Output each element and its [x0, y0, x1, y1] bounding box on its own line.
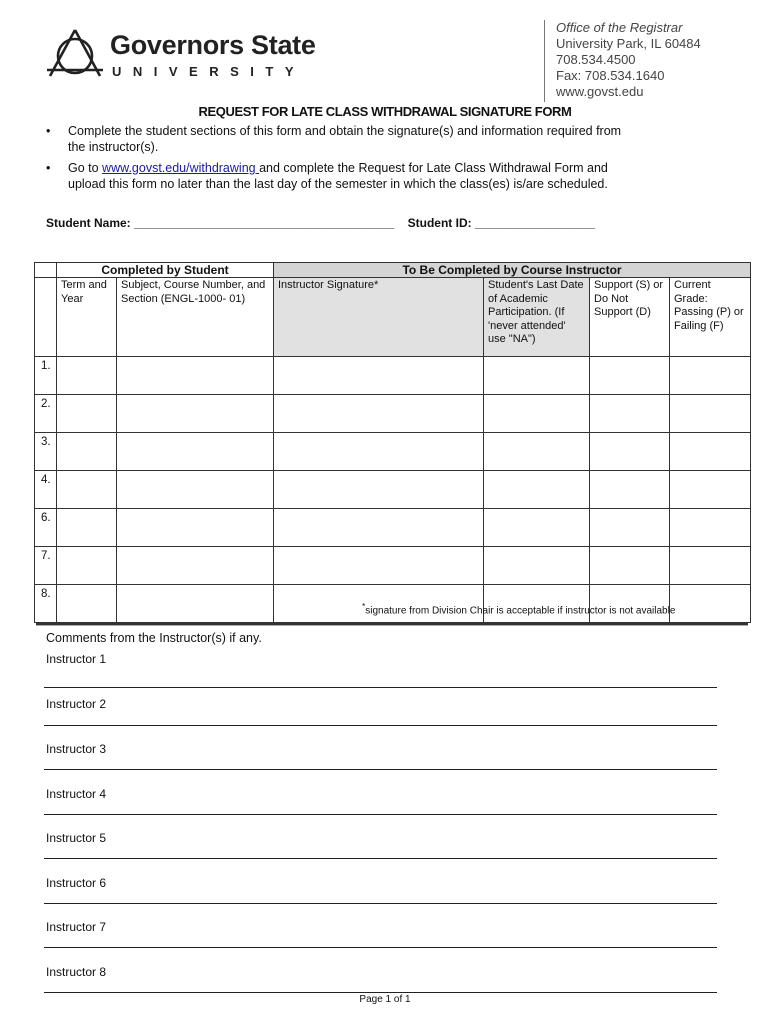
signature-cell[interactable]	[274, 547, 484, 585]
brand-name: Governors State	[110, 30, 316, 60]
term-cell[interactable]	[57, 585, 117, 623]
signature-cell[interactable]	[274, 471, 484, 509]
signature-cell[interactable]	[274, 357, 484, 395]
subject-cell[interactable]	[117, 509, 274, 547]
support-cell[interactable]	[590, 395, 670, 433]
grade-cell[interactable]	[670, 585, 751, 623]
registrar-fax: Fax: 708.534.1640	[556, 68, 665, 83]
col-current-grade: Current Grade: Passing (P) or Failing (F)	[670, 278, 751, 357]
instructor-label: Instructor 6	[46, 876, 107, 890]
support-cell[interactable]	[590, 357, 670, 395]
row-number: 7.	[35, 547, 57, 585]
row-number: 2.	[35, 395, 57, 433]
grade-cell[interactable]	[670, 395, 751, 433]
instructor-comment-line[interactable]	[44, 725, 717, 726]
grade-cell[interactable]	[670, 471, 751, 509]
support-cell[interactable]	[590, 471, 670, 509]
instructor-label: Instructor 4	[46, 787, 107, 801]
col-support: Support (S) or Do Not Support (D)	[590, 278, 670, 357]
row-number: 4.	[35, 471, 57, 509]
registrar-web: www.govst.edu	[556, 84, 644, 99]
gsu-logo-icon	[44, 26, 106, 80]
table-row	[35, 471, 751, 509]
registrar-divider	[544, 20, 545, 102]
last-date-cell[interactable]	[484, 357, 590, 395]
subject-cell[interactable]	[117, 357, 274, 395]
subject-cell[interactable]	[117, 471, 274, 509]
instructor-comment-line[interactable]	[44, 687, 717, 688]
subject-cell[interactable]	[117, 395, 274, 433]
header-number-cell	[35, 278, 57, 357]
student-name-field[interactable]: Student Name: _______________________________________	[46, 216, 395, 230]
last-date-cell[interactable]	[484, 433, 590, 471]
instructor-label: Instructor 3	[46, 742, 107, 756]
table-corner-cell	[35, 263, 57, 278]
instructor-comment-line[interactable]	[44, 858, 717, 859]
last-date-cell[interactable]	[484, 547, 590, 585]
last-date-cell[interactable]	[484, 509, 590, 547]
col-last-date: Student's Last Date of Academic Participation. (If 'never attended' use "NA")	[484, 278, 590, 357]
term-cell[interactable]	[57, 471, 117, 509]
instructor-label: Instructor 1	[46, 652, 107, 666]
support-cell[interactable]	[590, 509, 670, 547]
grade-cell[interactable]	[670, 547, 751, 585]
table-row	[35, 433, 751, 471]
term-cell[interactable]	[57, 547, 117, 585]
instructor-comment-line[interactable]	[44, 769, 717, 770]
instructor-comment-line[interactable]	[44, 903, 717, 904]
row-number: 1.	[35, 357, 57, 395]
instruction-text-pre: Go to	[68, 161, 103, 175]
subject-cell[interactable]	[117, 547, 274, 585]
term-cell[interactable]	[57, 395, 117, 433]
term-cell[interactable]	[57, 357, 117, 395]
col-instructor-signature: Instructor Signature*	[274, 278, 484, 357]
signature-cell[interactable]	[274, 433, 484, 471]
registrar-contact	[556, 20, 701, 100]
support-cell[interactable]	[590, 547, 670, 585]
section-divider	[36, 622, 748, 626]
grade-cell[interactable]	[670, 509, 751, 547]
grade-cell[interactable]	[670, 357, 751, 395]
table-row	[35, 547, 751, 585]
footnote-text: signature from Division Chair is acceptable if instructor is not available	[365, 605, 676, 617]
instructor-label: Instructor 8	[46, 965, 107, 979]
instructor-comment-line[interactable]	[44, 947, 717, 948]
grade-cell[interactable]	[670, 433, 751, 471]
comments-title: Comments from the Instructor(s) if any.	[46, 631, 262, 645]
subject-cell[interactable]	[117, 585, 274, 623]
group-completed-by-instructor: To Be Completed by Course Instructor	[274, 263, 751, 278]
brand-subtitle: UNIVERSITY	[112, 64, 306, 79]
table-row	[35, 509, 751, 547]
instruction-item	[46, 161, 626, 192]
instructions-list	[46, 124, 626, 198]
instruction-text-post: and complete the Request for Late Class Withdrawal Form and upload this form no later than the last day of the semester in which the class(es) is/are scheduled.	[68, 161, 608, 191]
student-info-line	[46, 216, 595, 230]
instructor-label: Instructor 2	[46, 697, 107, 711]
instructor-label: Instructor 7	[46, 920, 107, 934]
term-cell[interactable]	[57, 433, 117, 471]
subject-cell[interactable]	[117, 433, 274, 471]
row-number: 8.	[35, 585, 57, 623]
signature-cell[interactable]	[274, 509, 484, 547]
instruction-text: Complete the student sections of this form and obtain the signature(s) and information required from the instructor(s).	[68, 124, 622, 154]
table-row	[35, 357, 751, 395]
registrar-address: University Park, IL 60484	[556, 36, 701, 51]
instructor-label: Instructor 5	[46, 831, 107, 845]
row-number: 6.	[35, 509, 57, 547]
col-subject-course: Subject, Course Number, and Section (ENGL-1000- 01)	[117, 278, 274, 357]
footnote-mark: *	[362, 601, 366, 611]
registrar-phone: 708.534.4500	[556, 52, 636, 67]
last-date-cell[interactable]	[484, 471, 590, 509]
page-number: Page 1 of 1	[359, 994, 411, 1005]
signature-cell[interactable]	[274, 395, 484, 433]
course-table	[34, 262, 751, 623]
registrar-office: Office of the Registrar	[556, 20, 683, 35]
row-number: 3.	[35, 433, 57, 471]
term-cell[interactable]	[57, 509, 117, 547]
support-cell[interactable]	[590, 433, 670, 471]
group-completed-by-student: Completed by Student	[57, 263, 274, 278]
student-id-field[interactable]: Student ID: __________________	[407, 216, 596, 230]
instruction-item	[46, 124, 626, 155]
form-title: REQUEST FOR LATE CLASS WITHDRAWAL SIGNATURE FORM	[198, 104, 572, 119]
table-row	[35, 395, 751, 433]
col-term-year: Term and Year	[57, 278, 117, 357]
instructor-comment-line[interactable]	[44, 992, 717, 993]
instructor-comment-line[interactable]	[44, 814, 717, 815]
signature-footnote	[362, 601, 675, 616]
last-date-cell[interactable]	[484, 395, 590, 433]
withdrawing-link[interactable]: www.govst.edu/withdrawing	[102, 161, 260, 175]
